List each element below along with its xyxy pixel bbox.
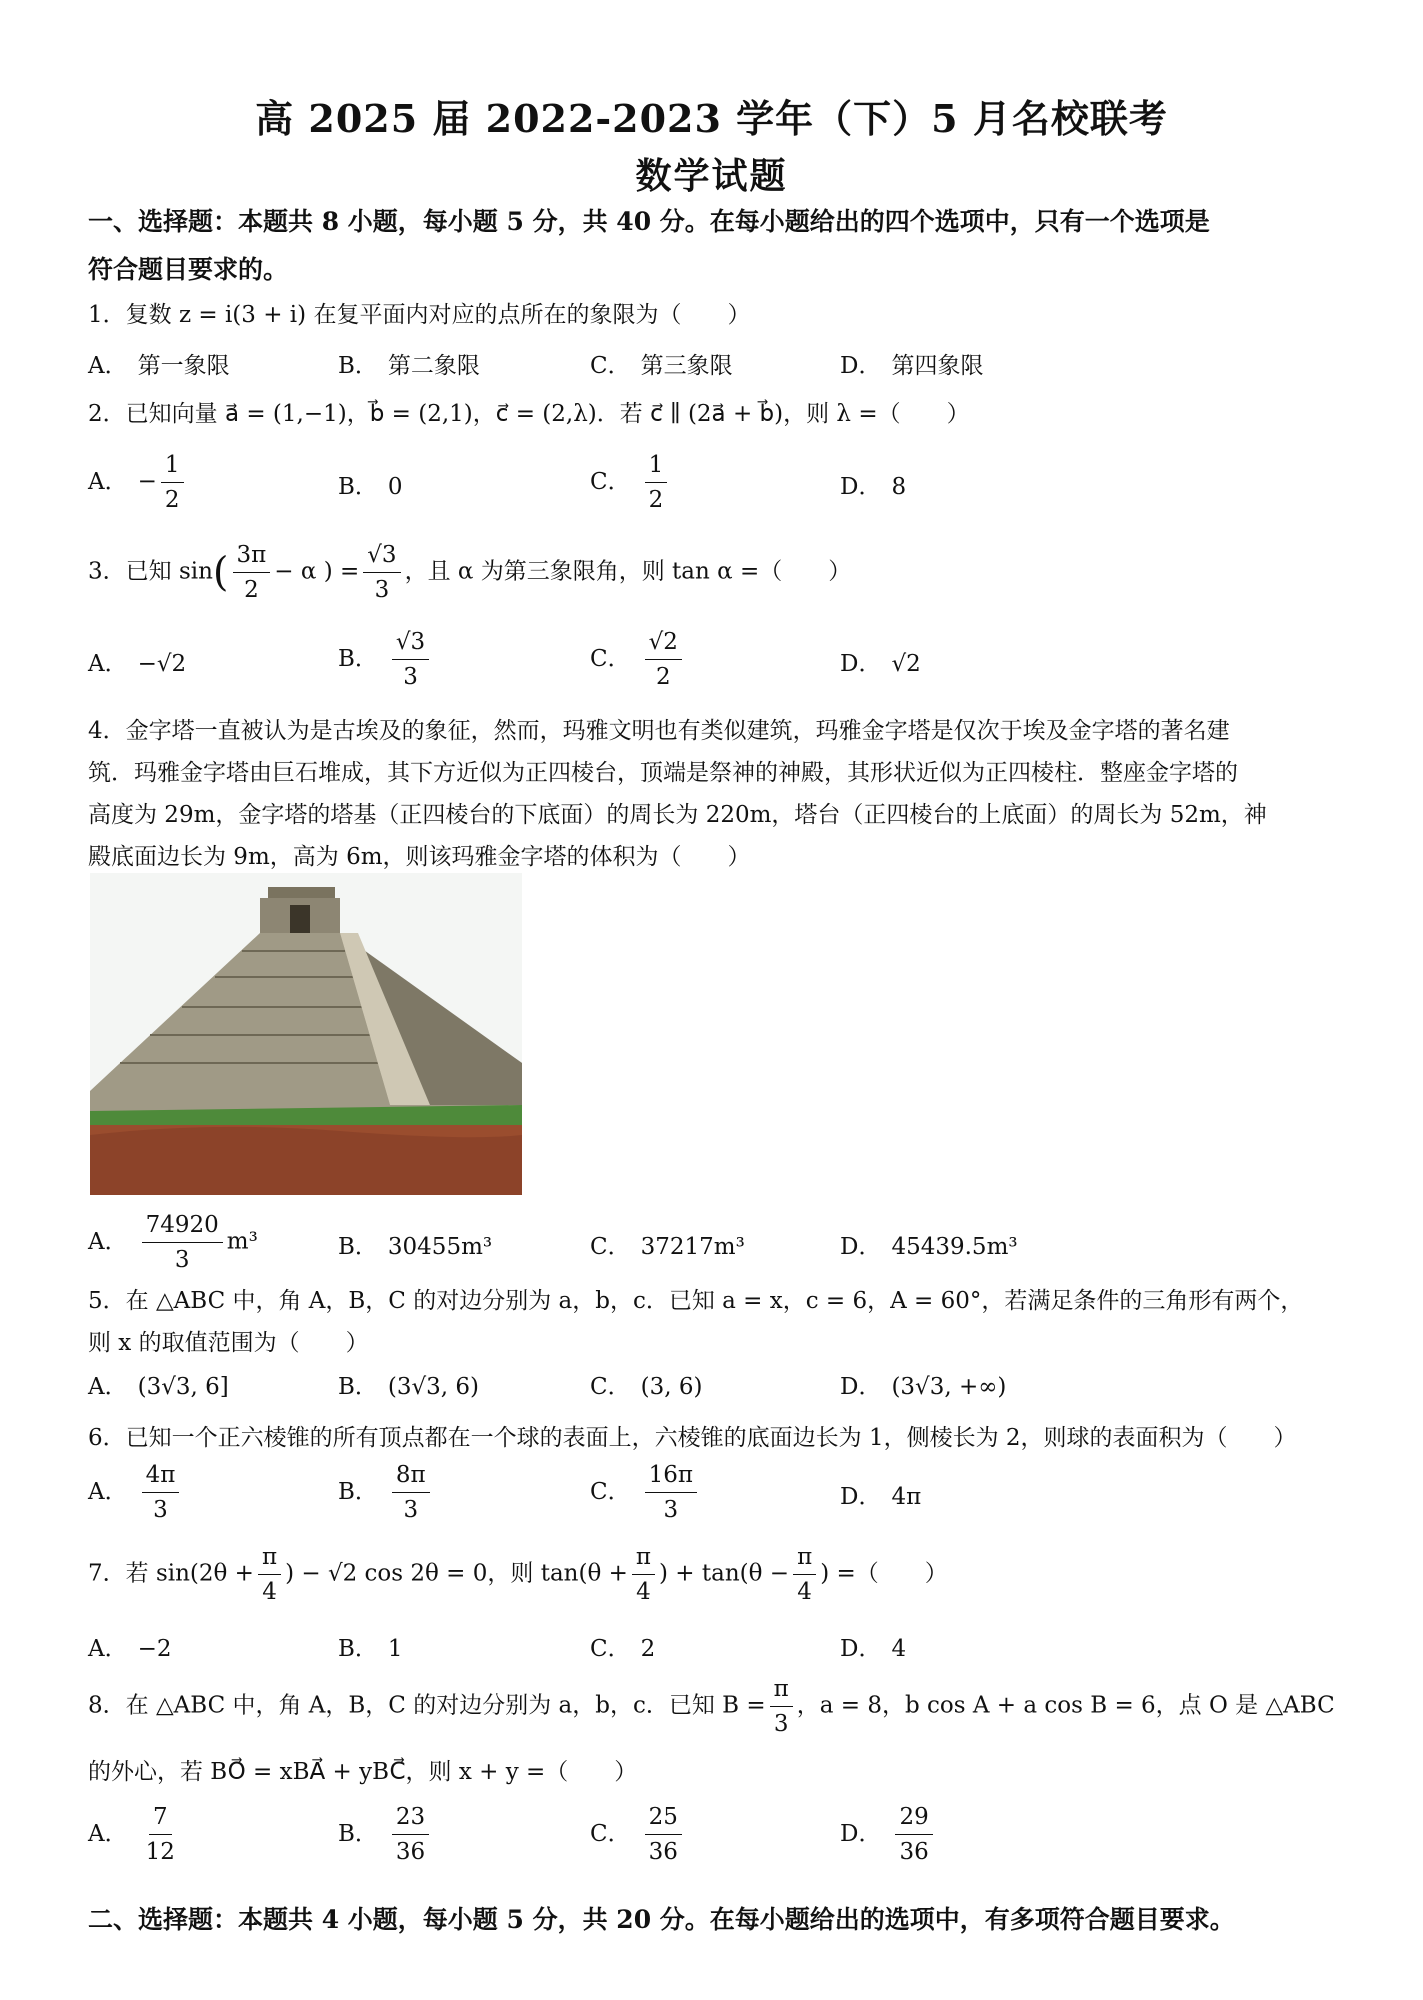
question-1-stem: 1．复数 z = i(3 + i) 在复平面内对应的点所在的象限为（ ） bbox=[88, 302, 751, 328]
option-a: A． −2 bbox=[88, 1636, 172, 1662]
option-a: A． (3√3, 6] bbox=[88, 1374, 229, 1400]
option-b: B． $\frac{23}{36}$ bbox=[338, 1800, 433, 1869]
question-5-stem: 5．在 △ABC 中，角 A，B，C 的对边分别为 a，b，c．已知 a = x，c = 6，A = 60°，若满足条件的三角形有两个， 则 x 的取值范围为（ ） bbox=[88, 1288, 1304, 1356]
exam-subtitle: 数学试题 bbox=[635, 155, 788, 197]
option-d: D． $\frac{29}{36}$ bbox=[840, 1800, 937, 1869]
option-d: D． 8 bbox=[840, 474, 907, 500]
option-b: B． 0 bbox=[338, 474, 403, 500]
question-8-options bbox=[88, 1800, 1338, 1880]
question-6-stem: 6．已知一个正六棱锥的所有顶点都在一个球的表面上，六棱锥的底面边长为 1，侧棱长为 2，则球的表面积为（ ） bbox=[88, 1425, 1297, 1451]
question-4-options bbox=[88, 1208, 1338, 1288]
option-c: C． 2 bbox=[590, 1636, 656, 1662]
option-c: C． 第三象限 bbox=[590, 353, 733, 379]
section2-heading: 二、选择题：本题共 4 小题，每小题 5 分，共 20 分。在每小题给出的选项中，有多项符合题目要求。 bbox=[88, 1905, 1235, 1934]
option-d: D． 4 bbox=[840, 1636, 907, 1662]
question-3-stem: 3．已知 sin( $\frac{3\pi}{2}$ − α ) = $\frac{√3}{3}$ ，且 α 为第三象限角，则 tan α =（ ） bbox=[88, 538, 1338, 607]
section1-heading: 一、选择题：本题共 8 小题，每小题 5 分，共 40 分。在每小题给出的四个选项中，只有一个选项是 符合题目要求的。 bbox=[88, 207, 1210, 284]
option-d: D． 第四象限 bbox=[840, 353, 984, 379]
option-c: C． $\frac{25}{36}$ bbox=[590, 1800, 686, 1869]
option-b: B． (3√3, 6) bbox=[338, 1374, 480, 1400]
option-a: A． $\frac{7}{12}$ bbox=[88, 1800, 183, 1869]
option-a: A． − $\frac{1}{2}$ bbox=[88, 448, 188, 517]
question-3-options bbox=[88, 625, 1338, 705]
pyramid-photo bbox=[90, 873, 522, 1195]
option-a: A． −√2 bbox=[88, 651, 187, 677]
option-c: C． $\frac{16\pi}{3}$ bbox=[590, 1458, 701, 1527]
option-c: C． $\frac{√2}{2}$ bbox=[590, 625, 686, 694]
option-b: B． 第二象限 bbox=[338, 353, 480, 379]
option-c: C． $\frac{1}{2}$ bbox=[590, 448, 671, 517]
question-4-stem: 4．金字塔一直被认为是古埃及的象征，然而，玛雅文明也有类似建筑，玛雅金字塔是仅次于埃及金字塔的著名建 筑．玛雅金字塔由巨石堆成，其下方近似为正四棱台，顶端是祭神的神殿，其形状近似为正四棱柱．整座金字塔的 高度为 29m，金字塔的塔基（正四棱台的下底面）的周长为 220m，塔台（正四棱台的上底面）的周长为 52m，神 殿底面边长为 9m，高为 6m，则该玛雅金字塔的体积为（ ） bbox=[88, 718, 1267, 870]
option-c: C． 37217m³ bbox=[590, 1234, 745, 1260]
question-7-stem: 7．若 sin(2θ + $\frac{\pi}{4}$ ) − √2 cos 2θ = 0，则 tan(θ + $\frac{\pi}{4}$ ) + tan(θ − $\frac{\pi}{4}$ ) =（ ） bbox=[88, 1540, 1338, 1609]
question-2-options bbox=[88, 448, 1338, 528]
option-b: B． 1 bbox=[338, 1636, 403, 1662]
option-d: D． 4π bbox=[840, 1484, 922, 1510]
option-d: D． 45439.5m³ bbox=[840, 1234, 1018, 1260]
question-2-stem: 2．已知向量 a⃗ = (1,−1)，b⃗ = (2,1)，c⃗ = (2,λ)．若 c⃗ ∥ (2a⃗ + b⃗)，则 λ =（ ） bbox=[88, 401, 970, 427]
question-6-options bbox=[88, 1458, 1338, 1538]
option-b: B． $\frac{8\pi}{3}$ bbox=[338, 1458, 434, 1527]
exam-title: 高 2025 届 2022-2023 学年（下）5 月名校联考 bbox=[255, 96, 1168, 141]
option-d: D． (3√3, +∞) bbox=[840, 1374, 1007, 1400]
option-a: A． 第一象限 bbox=[88, 353, 230, 379]
question-8-stem-line2: 的外心，若 BO⃗ = xBA⃗ + yBC⃗，则 x + y =（ ） bbox=[88, 1759, 638, 1785]
option-b: B． $\frac{√3}{3}$ bbox=[338, 625, 433, 694]
option-c: C． (3, 6) bbox=[590, 1374, 703, 1400]
option-d: D． √2 bbox=[840, 651, 921, 677]
option-a: A． $\frac{74920}{3}$ m³ bbox=[88, 1208, 258, 1277]
option-a: A． $\frac{4\pi}{3}$ bbox=[88, 1458, 183, 1527]
option-b: B． 30455m³ bbox=[338, 1234, 493, 1260]
question-8-stem: 8．在 △ABC 中，角 A，B，C 的对边分别为 a，b，c．已知 B = $\frac{\pi}{3}$ ，a = 8，b cos A + a cos B = 6，点 O 是 △ABC bbox=[88, 1672, 1338, 1741]
